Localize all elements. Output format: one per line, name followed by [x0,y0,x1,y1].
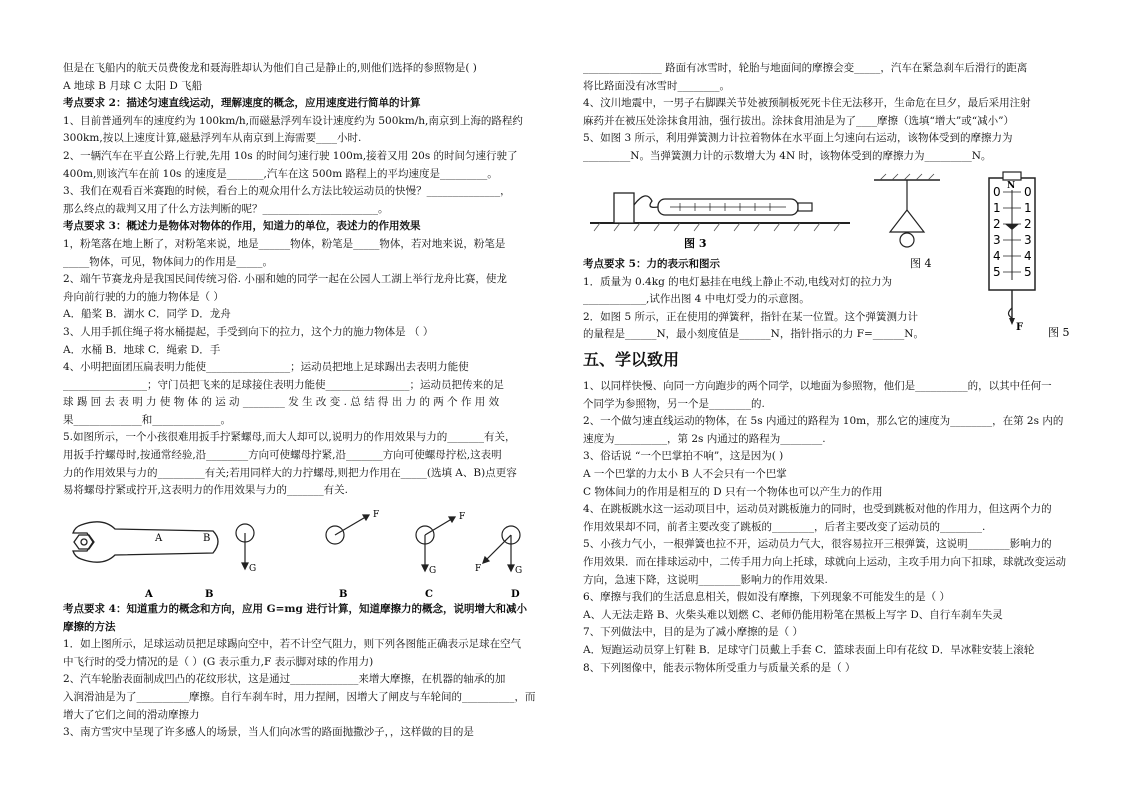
text-line: 400m,则该汽车在前 10s 的速度是_______,汽车在这 500m 路程上的平均速度是_________。 [63,167,498,180]
section-heading: 考点要求 3：概述力是物体对物体的作用，知道力的单位，表述力的作用效果 [63,220,421,233]
text-line: 7、下列做法中，目的是为了减小摩擦的是（ ） [583,626,804,639]
text-line: 增大了它们之间的滑动摩擦力 [63,708,200,721]
scale-tick-label: 5 [1024,265,1032,279]
text-line: A．船桨 B．湖水 C．同学 D．龙舟 [63,308,231,321]
figure-caption: B [339,589,348,600]
force-label-g: G [249,564,257,574]
point-label-b: B [203,533,211,544]
left-column-bottom [63,601,563,742]
bulb-icon [900,233,914,247]
text-line: C 物体间力的作用是相互的 D 只有一个物体也可以产生力的作用 [583,485,883,498]
text-line: 3、俗话说 “一个巴掌拍不响”，这是因为( ) [583,450,784,463]
text-line: 球 踢 回 去 表 明 力 使 物 体 的 运 动 ________ 发 生 改 变 . 总 结 得 出 力 的 两 个 作 用 效 [63,396,500,409]
force-label-f: F [459,512,466,522]
figure-4-lamp [870,170,960,270]
figure-caption: D [511,589,520,600]
text-line: 3、南方雪灾中呈现了许多感人的场景，当人们向冰雪的路面抛撒沙子，，这样做的目的是 [63,726,474,739]
text-line: 但是在飞船内的航天员费俊龙和聂海胜却认为他们自己是静止的,则他们选择的参照物是( ) [63,62,477,74]
text-line: 5、如图 3 所示，利用弹簧测力计拉着物体在水平面上匀速向右运动，该物体受到的摩擦力为 [583,132,1013,145]
text-line: A 地球 B 月球 C 太阳 D 飞船 [63,79,203,92]
scale-tick-label: 4 [1024,249,1032,263]
section-heading: 考点要求 2：描述匀速直线运动，理解速度的概念，应用速度进行简单的计算 [63,97,421,110]
text-line: 果_____________和_____________。 [63,413,231,426]
figure-caption: C [425,589,433,600]
text-line: 5.如图所示，一个小孩很难用扳手拧紧螺母,而大人却可以,说明力的作用效果与力的_______有关， [63,431,516,444]
text-line: A．短跑运动员穿上钉鞋 B．足球守门员戴上手套 C．篮球表面上印有花纹 D．旱冰鞋安装上滚轮 [583,643,1035,656]
section-heading: 考点要求 4：知道重力的概念和方向，应用 G=mg 进行计算，知道摩擦力的概念，说明增大和减小 [63,603,527,615]
text-line: 入润滑油是为了__________摩擦。自行车刹车时，用力捏闸，因增大了闸皮与车轮间的__________，而 [63,690,536,703]
text-line: 力的作用效果与力的_________有关;若用同样大的力拧螺母,则把力作用在_____(选填 A、B)点更容 [63,466,517,479]
text-line: 将比路面没有冰雪时________。 [583,79,730,92]
section-5 [583,256,978,344]
text-line: _______________ 路面有冰雪时，轮胎与地面间的摩擦会变_____，汽车在紧急刹车后滑行的距离 [583,62,1028,74]
figure-caption: 图 4 [910,257,932,270]
scale-tick-label: 5 [993,265,1001,279]
text-line: 用扳手拧螺母时,按通常经验,沿________方向可使螺母拧紧,沿_______方向可使螺母拧松,这表明 [63,449,502,462]
text-line: ____________,试作出图 4 中电灯受力的示意图。 [583,293,810,306]
text-line: 那么终点的裁判又用了什么方法判断的呢？______________________。 [63,202,389,215]
text-line: 中飞行时的受力情况的是（ ）(G 表示重力,F 表示脚对球的作用力) [63,655,374,668]
figure-3-spring-pull [590,175,860,255]
text-line: 1．如上图所示，足球运动员把足球踢向空中，若不计空气阻力，则下列各图能正确表示足球在空气 [63,638,522,651]
wrench-figure [63,505,563,605]
text-line: 作用效果．而在排球运动中，二传手用力向上托球，球就向上运动，主攻手用力向下扣球，球就改变运动 [583,555,1066,568]
text-line: 4、小明把面团压扁表明力能使________________；运动员把地上足球踢出去表明力能使 [63,361,469,374]
wrench-icon [73,522,218,562]
text-line: 6、摩擦与我们的生活息息相关，假如没有摩擦，下列现象不可能发生的是（ ） [583,591,951,604]
section-heading: 考点要求 5：力的表示和图示 [583,258,720,270]
force-label-g: G [515,566,523,576]
text-line: 8、下列图像中，能表示物体所受重力与质量关系的是（ ） [583,661,856,674]
page-heading: 五、学以致用 [583,350,680,369]
text-line: 3、我们在观看百米赛跑的时候，看台上的观众用什么方法比较运动员的快慢？______________， [63,185,511,198]
figure-caption: A [145,589,153,600]
text-line: A、人无法走路 B、火柴头难以划燃 C、老师仍能用粉笔在黑板上写字 D、自行车刹车失灵 [583,608,1003,621]
scale-tick-label: 0 [1024,185,1032,199]
text-line: 舟向前行驶的力的施力物体是（ ） [63,290,224,303]
hook-icon [634,196,658,208]
scale-tick-label: 3 [1024,233,1032,247]
text-line: 3、人用手抓住绳子将水桶提起，手受到向下的拉力，这个力的施力物体是 （ ） [63,325,434,338]
force-label-g: G [429,566,437,576]
text-line: 1．质量为 0.4kg 的电灯悬挂在电线上静止不动,电线对灯的拉力为 [583,275,892,288]
right-column-bottom [583,344,1088,677]
figure-caption: 图 3 [684,237,707,250]
text-line: 1、目前普通列车的速度约为 100km/h,而磁悬浮列车设计速度约为 500km/h,南京到上海的路程约 [63,114,523,127]
text-line: 1，粉笔落在地上断了，对粉笔来说，地是______物体，粉笔是_____物体，若对地来说，粉笔是 [63,237,506,250]
text-line: _____物体，可见，物体间力的作用是_____。 [63,255,273,268]
text-line: 易将螺母拧紧或拧开,这表明力的作用效果与力的_______有关. [63,484,348,497]
text-line: A 一个巴掌的力太小 B 人不会只有一个巴掌 [583,467,787,480]
text-line: 的量程是______N，最小刻度值是______N，指针指示的力 F=______N。 [583,328,924,341]
text-line: 4、汶川地震中，一男子右脚踝关节处被预制板死死卡住无法移开，生命危在旦夕，最后采用注射 [583,97,1031,110]
text-line: 2、端午节赛龙舟是我国民间传统习俗. 小丽和她的同学一起在公园人工湖上举行龙舟比赛，使龙 [63,273,507,286]
force-label-f: F [1016,322,1024,333]
scale-tick-label: 1 [993,201,1001,215]
right-column [583,60,1088,166]
force-label-f: F [475,564,482,574]
text-line: 2．如图 5 所示，正在使用的弹簧秤，指针在某一位置。这个弹簧测力计 [583,310,919,323]
section-heading: 摩擦的方法 [63,620,116,633]
text-line: 方向，急速下降，这说明________影响力的作用效果. [583,573,828,586]
text-line: 5、小孩力气小，一根弹簧也拉不开，运动员力气大，很容易拉开三根弹簧，这说明________影响力的 [583,538,1052,551]
text-line: ________________；守门员把飞来的足球接住表明力能使________________；运动员把传来的足 [63,378,504,391]
text-line: 300km,按以上速度计算,磁悬浮列车从南京到上海需要____小时. [63,132,362,145]
left-column [63,60,563,500]
point-label-a: A [155,533,163,544]
lamp-shade-icon [890,210,924,232]
text-line: _________N。当弹簧测力计的示数增大为 4N 时，该物体受到的摩擦力为_________N。 [583,149,992,162]
text-line: 速度为__________，第 2s 内通过的路程为________. [583,432,826,445]
scale-tick-label: 2 [1024,217,1032,231]
scale-unit-label: N [1007,181,1016,191]
force-label-f: F [373,510,380,520]
scale-tick-label: 3 [993,233,1001,247]
scale-tick-label: 2 [993,217,1001,231]
text-line: 2、一个做匀速直线运动的物体，在 5s 内通过的路程为 10m，那么它的速度为________，在第 2s 内的 [583,415,1064,428]
text-line: 作用效果却不同，前者主要改变了跳板的________，后者主要改变了运动员的________. [583,520,986,533]
text-line: 麻药并在被压处涂抹食用油，强行拔出。涂抹食用油是为了____摩擦（选填“增大”或“减小”） [583,114,1014,127]
scale-tick-label: 4 [993,249,1001,263]
text-line: A．水桶 B．地球 C．绳索 D．手 [63,343,221,356]
text-line: 2、汽车轮胎表面制成凹凸的花纹形状，这是通过_____________来增大摩擦，在机器的轴承的加 [63,673,506,686]
text-line: 4、在跳板跳水这一运动项目中，运动员对跳板施力的同时，也受到跳板对他的作用力，但这两个力的 [583,503,1052,516]
figure-5-spring-scale [975,168,1085,338]
scale-tick-label: 1 [1024,201,1032,215]
figure-caption: B [205,589,214,600]
figure-caption: 图 5 [1048,326,1070,338]
scale-tick-label: 0 [993,185,1001,199]
text-line: 2、一辆汽车在平直公路上行驶,先用 10s 的时间匀速行驶 100m,接着又用 20s 的时间匀速行驶了 [63,149,518,162]
text-line: 1、以同样快慢、向同一方向跑步的两个同学，以地面为参照物，他们是__________的，以其中任何一 [583,380,1052,392]
block-icon [614,193,634,223]
text-line: 个同学为参照物，另一个是________的. [583,397,765,410]
